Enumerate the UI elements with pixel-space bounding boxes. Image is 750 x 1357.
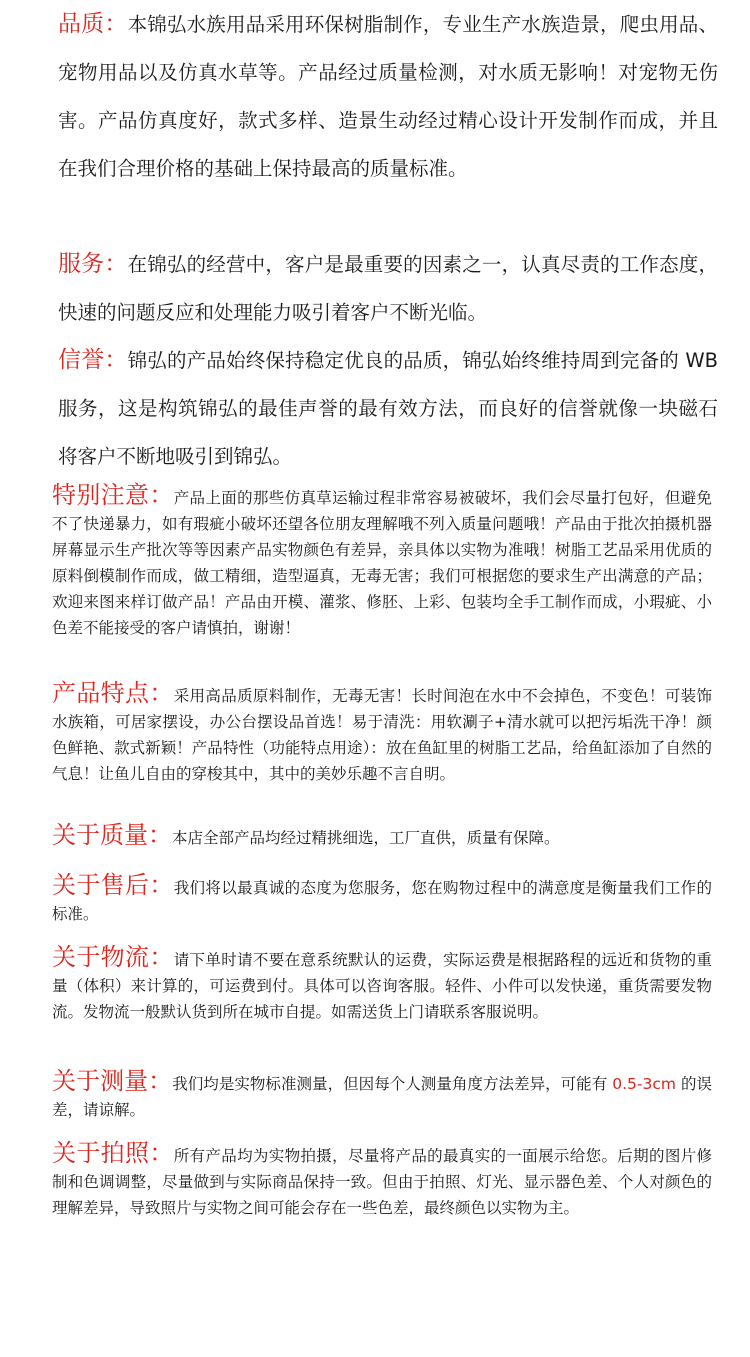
product-features-text: 采用高品质原料制作，无毒无害！长时间泡在水中不会掉色，不变色！可装饰水族箱，可居家摆设，办公台摆设品首选！易于清洗：用软涮子+清水就可以把污垢洗干净！颜色鲜艳、款式新颖！产品特性（功能特点用途）：放在鱼缸里的树脂工艺品，给鱼缸添加了自然的气息！让鱼儿自由的穿梭其中，其中的美妙乐趣不言自明。 [52,687,712,783]
about-logistics-heading: 关于物流： [52,943,174,971]
about-photos-text: 所有产品均为实物拍摄，尽量将产品的最真实的一面展示给您。后期的图片修制和色调调整，尽量做到与实际商品保持一致。但由于拍照、灯光、显示器色差、个人对颜色的理解差异，导致照片与实物之间可能会存在一些色差，最终颜色以实物为主。 [52,1147,712,1217]
about-photos-heading: 关于拍照： [52,1139,174,1167]
quality-text: 本锦弘水族用品采用环保树脂制作，专业生产水族造景，爬虫用品、宠物用品以及仿真水草等。产品经过质量检测，对水质无影响！对宠物无伤害。产品仿真度好，款式多样、造景生动经过精心设计开发制作而成，并且在我们合理价格的基础上保持最高的质量标准。 [58,13,718,180]
special-notice-paragraph [52,482,712,641]
about-quality-paragraph [52,822,712,851]
special-notice-heading: 特别注意： [52,481,174,509]
reputation-heading: 信誉： [58,347,128,373]
about-after-sales-heading: 关于售后： [52,871,174,899]
about-quality-heading: 关于质量： [52,821,172,849]
reputation-text: 锦弘的产品始终保持稳定优良的品质，锦弘始终维持周到完备的 WB 服务，这是构筑锦弘的最佳声誉的最有效方法，而良好的信誉就像一块磁石将客户不断地吸引到锦弘。 [58,349,719,468]
about-after-sales-paragraph [52,872,712,927]
about-quality-text: 本店全部产品均经过精挑细选，工厂直供，质量有保障。 [172,829,560,847]
about-measurement-paragraph [52,1068,712,1123]
service-text: 在锦弘的经营中，客户是最重要的因素之一，认真尽责的工作态度，快速的问题反应和处理能力吸引着客户不断光临。 [58,253,718,324]
service-heading: 服务： [58,251,128,277]
about-photos-paragraph [52,1140,712,1221]
product-features-paragraph [52,680,712,787]
about-after-sales-text: 我们将以最真诚的态度为您服务，您在购物过程中的满意度是衡量我们工作的标准。 [52,879,712,923]
quality-heading: 品质： [58,11,128,37]
product-features-heading: 产品特点： [52,679,174,707]
measurement-tolerance: 0.5-3cm [612,1075,676,1093]
about-logistics-paragraph [52,944,712,1025]
special-notice-text: 产品上面的那些仿真草运输过程非常容易被破坏，我们会尽量打包好，但避免不了快递暴力，如有瑕疵小破坏还望各位朋友理解哦不列入质量问题哦！产品由于批次拍摄机器屏幕显示生产批次等等因素产品实物颜色有差异，亲具体以实物为准哦！树脂工艺品采用优质的原料倒模制作而成，做工精细，造型逼真，无毒无害；我们可根据您的要求生产出满意的产品；欢迎来图来样订做产品！产品由开模、灌浆、修胚、上彩、包装均全手工制作而成，小瑕疵、小色差不能接受的客户请慎拍，谢谢！ [52,489,712,637]
about-measurement-text-after: 的误差，请谅解。 [52,1075,712,1119]
reputation-paragraph [58,336,718,481]
about-measurement-heading: 关于测量： [52,1067,173,1095]
quality-paragraph [58,0,718,193]
service-paragraph [58,240,718,337]
about-measurement-text: 我们均是实物标准测量，但因每个人测量角度方法差异，可能有 [172,1075,608,1093]
about-logistics-text: 请下单时请不要在意系统默认的运费，实际运费是根据路程的远近和货物的重量（体积）来计算的，可运费到付。具体可以咨询客服。轻件、小件可以发快递，重货需要发物流。发物流一般默认货到所在城市自提。如需送货上门请联系客服说明。 [52,951,712,1021]
